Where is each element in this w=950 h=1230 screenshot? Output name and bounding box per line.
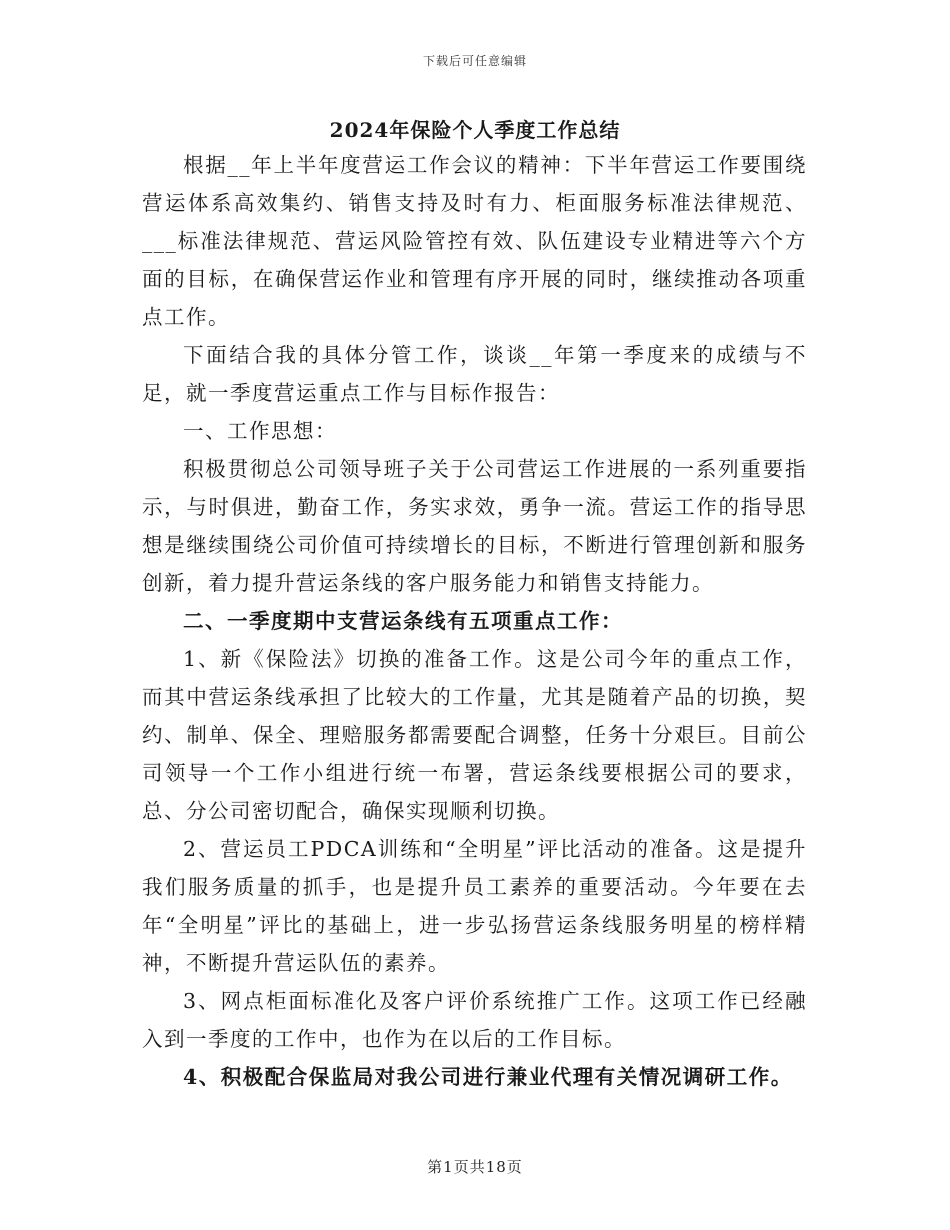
header-note: 下载后可任意编辑 — [422, 54, 527, 68]
page-footer: 第1页共18页 — [427, 1158, 523, 1176]
paragraph-item-1: 1、新《保险法》切换的准备工作。这是公司今年的重点工作，而其中营运条线承担了比较大的工作量，尤其是随着产品的切换，契约、制单、保全、理赔服务都需要配合调整，任务十分艰巨。目前公司领导一个工作小组进行统一布署，营运条线要根据公司的要求，总、分公司密切配合，确保实现顺利切换。 — [142, 647, 807, 823]
section-heading-work-thought: 一、工作思想： — [183, 419, 337, 443]
paragraph-item-4: 4、积极配合保监局对我公司进行兼业代理有关情况调研工作。 — [183, 1065, 793, 1089]
document-body — [142, 146, 807, 1096]
paragraph-report-intro: 下面结合我的具体分管工作，谈谈__年第一季度来的成绩与不足，就一季度营运重点工作与目标作报告： — [142, 343, 807, 405]
section-heading-key-work: 二、一季度期中支营运条线有五项重点工作： — [183, 609, 623, 633]
page-title: 2024年保险个人季度工作总结 — [329, 118, 621, 142]
paragraph-intro: 根据__年上半年度营运工作会议的精神：下半年营运工作要围绕营运体系高效集约、销售支持及时有力、柜面服务标准法律规范、___标准法律规范、营运风险管控有效、队伍建设专业精进等六个方面的目标，在确保营运作业和管理有序开展的同时，继续推动各项重点工作。 — [142, 153, 807, 329]
paragraph-work-thought: 积极贯彻总公司领导班子关于公司营运工作进展的一系列重要指示，与时俱进，勤奋工作，务实求效，勇争一流。营运工作的指导思想是继续围绕公司价值可持续增长的目标，不断进行管理创新和服务创新，着力提升营运条线的客户服务能力和销售支持能力。 — [142, 457, 807, 595]
paragraph-item-2: 2、营运员工PDCA训练和“全明星”评比活动的准备。这是提升我们服务质量的抓手，也是提升员工素养的重要活动。今年要在去年“全明星”评比的基础上，进一步弘扬营运条线服务明星的榜样精神，不断提升营运队伍的素养。 — [142, 837, 807, 975]
paragraph-item-3: 3、网点柜面标准化及客户评价系统推广工作。这项工作已经融入到一季度的工作中，也作为在以后的工作目标。 — [142, 989, 807, 1051]
